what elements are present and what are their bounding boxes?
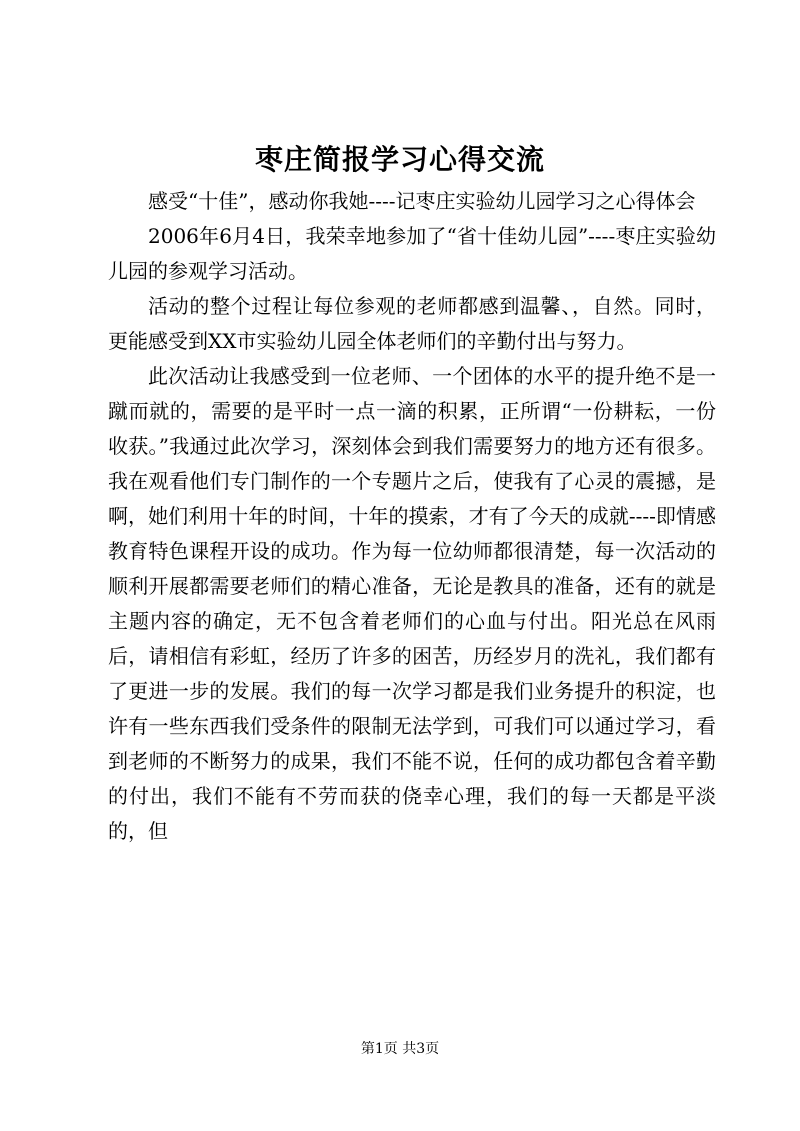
paragraph-date: 2006年6月4日，我荣幸地参加了“省十佳幼儿园”----枣庄实验幼儿园的参观学习活动。 [108,224,716,283]
paragraph-reflection: 此次活动让我感受到一位老师、一个团体的水平的提升绝不是一蹴而就的，需要的是平时一点一滴的积累，正所谓“一份耕耘，一份收获。”我通过此次学习，深刻体会到我们需要努力的地方还有很多。我在观看他们专门制作的一个专题片之后，使我有了心灵的震撼，是啊，她们利用十年的时间，十年的摸索，才有了今天的成就----即情感教育特色课程开设的成功。作为每一位幼师都很清楚，每一次活动的顺利开展都需要老师们的精心准备，无论是教具的准备，还有的就是主题内容的确定，无不包含着老师们的心血与付出。阳光总在风雨后，请相信有彩虹，经历了许多的困苦，历经岁月的洗礼，我们都有了更进一步的发展。我们的每一次学习都是我们业务提升的积淀，也许有一些东西我们受条件的限制无法学到，可我们可以通过学习，看到老师的不断努力的成果，我们不能不说，任何的成功都包含着辛勤的付出，我们不能有不劳而获的侥幸心理，我们的每一天都是平淡的，但 [108,364,716,843]
page-footer: 第1页 共3页 [360,1041,440,1057]
paragraph-activity: 活动的整个过程让每位参观的老师都感到温馨、，自然。同时，更能感受到XX市实验幼儿园全体老师们的辛勤付出与努力。 [108,294,716,353]
document-title: 枣庄简报学习心得交流 [254,143,545,176]
paragraph-subtitle: 感受“十佳”，感动你我她----记枣庄实验幼儿园学习之心得体会 [148,189,696,213]
document-body [108,184,716,849]
